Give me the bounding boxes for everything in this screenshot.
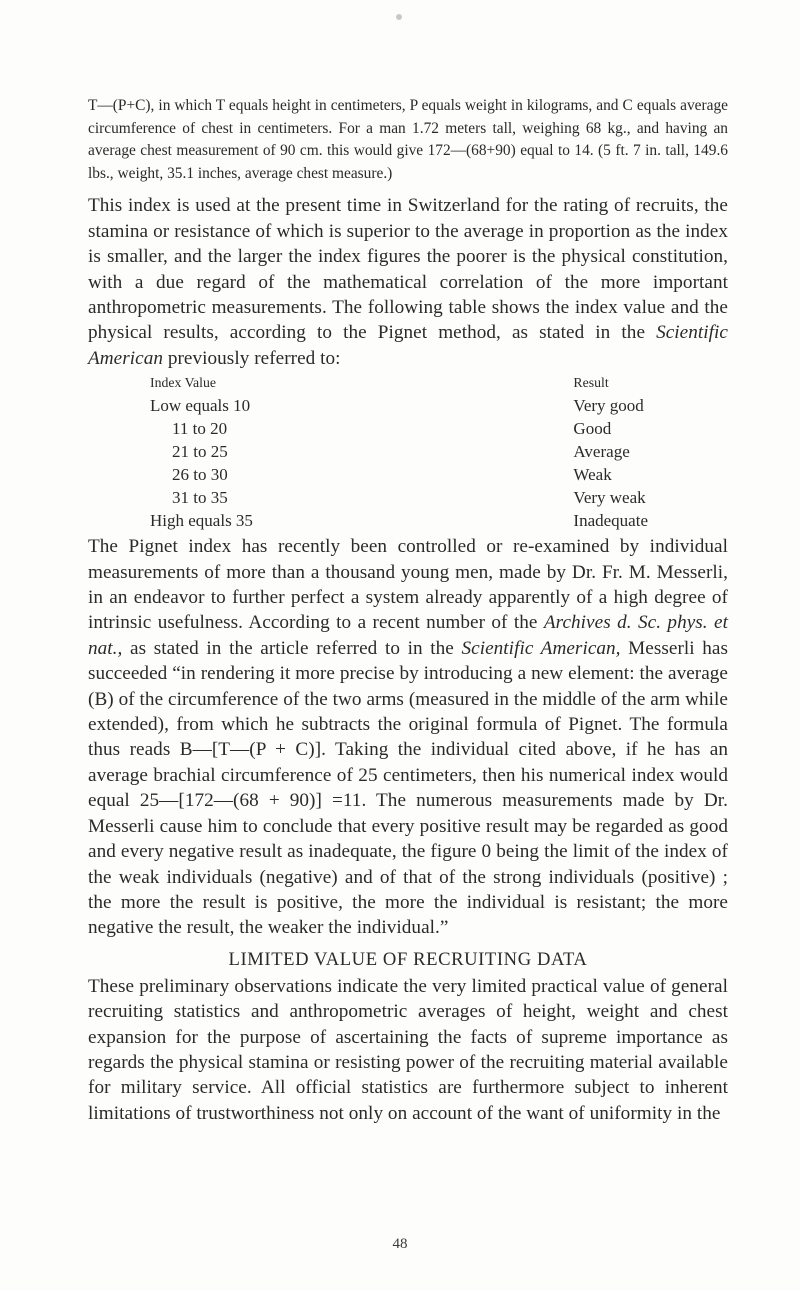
paragraph-messerli xyxy=(88,534,728,941)
page-speck xyxy=(396,14,402,20)
index-table-row xyxy=(88,417,648,440)
index-value-cell: High equals 35 xyxy=(150,511,253,531)
index-value-cell: 11 to 20 xyxy=(172,419,228,439)
paragraph-index-usage-tail: previously referred to: xyxy=(163,347,341,369)
index-table-row xyxy=(88,394,648,417)
paragraph-limited-value: These preliminary observations indicate the very limited practical value of general recruiting statistics and anthropometric averages of height, weight and chest expansion for the purpose of ascertaining the facts of supreme importance as regards the physical stamina or resisting power of the recruiting material available for military service. All official statistics are furthermore subject to inherent limitations of trustworthiness not only on account of the want of uniformity in the xyxy=(88,975,728,1124)
index-table-wrap xyxy=(88,374,728,532)
index-result-cell: Very good xyxy=(573,396,644,416)
paragraph-messerli-part1: The Pignet index has recently been controlled or re-examined by individual measurements of more than a thousand young men, made by Dr. Fr. M. Messerli, in an endeavor to further perfect a system already apparently of a high degree of intrinsic usefulness. According to a recent number of the xyxy=(88,536,728,634)
index-value-cell: 31 to 35 xyxy=(172,488,228,508)
paragraph-messerli-part3: Messerli has succeeded “in rendering it more precise by introducing a new element: the average (B) of the circumference of the two arms (measured in the middle of the arm while extended), from which he subtracts the original formula of Pignet. The formula thus reads B—[T—(P + C)]. Taking the individual cited above, if he has an average brachial circumference of 25 centimeters, then his numerical index would equal 25—[172—(68 + 90)] =11. The numerous measurements made by Dr. Messerli cause him to conclude that every positive result may be regarded as good and every negative result as inadequate, the figure 0 being the limit of the index of the weak individuals (negative) and of that of the strong individuals (positive) ; the more the result is positive, the more the individual is resistant; the more negative the result, the weaker the individual.” xyxy=(88,637,729,939)
paragraph-messerli-italic1: Archives d. Sc. phys. et nat., xyxy=(88,612,728,659)
paragraph-index-usage-italic: Scientific American xyxy=(88,322,728,369)
page-number: 48 xyxy=(392,1236,408,1252)
paragraph-index-usage-text: This index is used at the present time in Switzerland for the rating of recruits, the stamina or resistance of which is superior to the average in proportion as the index is smaller, and the larger the index figures the poorer is the physical constitution, with a due regard of the mathematical correlation of the more important anthropometric measurements. The following table shows the index value and the physical results, according to the Pignet method, as stated in the xyxy=(88,195,728,344)
intro-paragraph: T—(P+C), in which T equals height in centimeters, P equals weight in kilograms, and C equals average circumference of chest in centimeters. For a man 1.72 meters tall, weighing 68 kg., and having an average chest measurement of 90 cm. this would give 172—(68+90) equal to 14. (5 ft. 7 in. tall, 149.6 lbs., weight, 35.1 inches, average chest measure.) xyxy=(88,97,728,182)
index-value-cell: 26 to 30 xyxy=(172,465,228,485)
index-table xyxy=(88,374,648,532)
index-result-cell: Inadequate xyxy=(573,511,648,531)
index-value-cell: Low equals 10 xyxy=(150,396,251,416)
index-result-cell: Weak xyxy=(573,465,612,485)
paragraph-index-usage xyxy=(88,193,728,371)
index-table-header-row xyxy=(88,374,648,394)
index-table-row xyxy=(88,440,648,463)
index-result-cell: Average xyxy=(573,442,630,462)
index-table-header-value: Index Value xyxy=(150,375,217,391)
index-result-cell: Very weak xyxy=(573,488,646,508)
index-table-row xyxy=(88,486,648,509)
paragraph-messerli-italic2: Scientific American, xyxy=(461,637,621,659)
index-table-header-result: Result xyxy=(573,375,609,391)
paragraph-messerli-part2: as stated in the article referred to in the xyxy=(122,637,462,659)
index-result-cell: Good xyxy=(573,419,612,439)
section-heading: LIMITED VALUE OF RECRUITING DATA xyxy=(228,948,588,970)
document-page xyxy=(88,95,728,1126)
index-table-row xyxy=(88,463,648,486)
index-value-cell: 21 to 25 xyxy=(172,442,228,462)
index-table-row xyxy=(88,509,648,532)
